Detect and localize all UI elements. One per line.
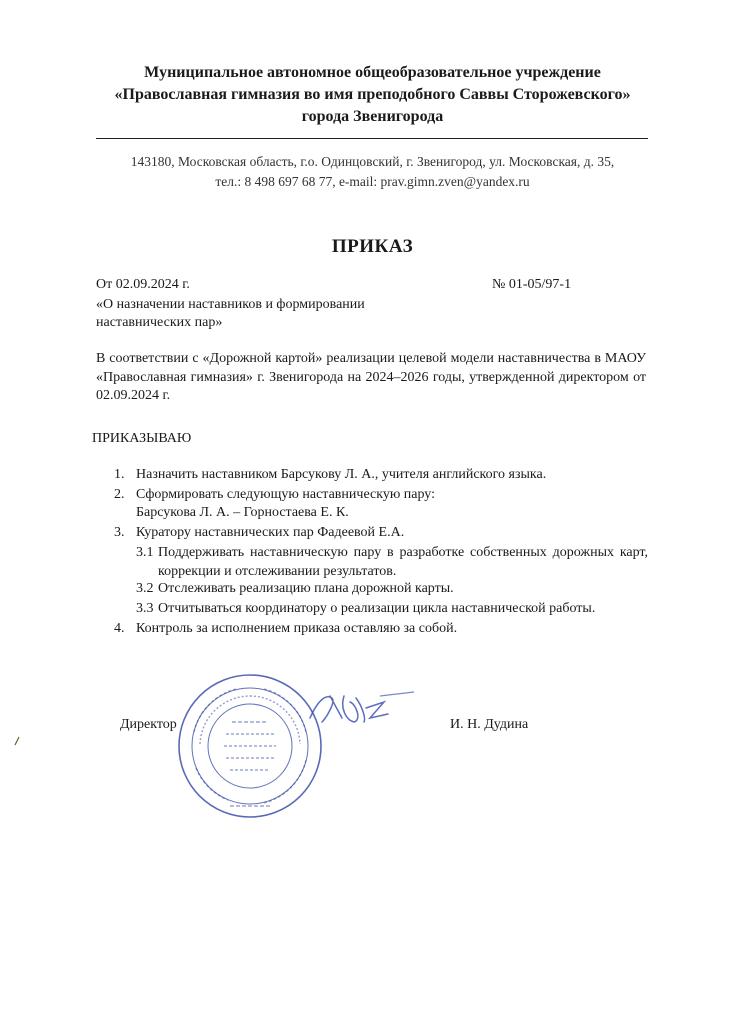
director-signature xyxy=(296,688,416,732)
subitem-number: 3.2 xyxy=(136,581,154,596)
item-number: 4. xyxy=(114,621,125,636)
subitem-number: 3.3 xyxy=(136,601,154,616)
subitem-text: Поддерживать наставническую пару в разработке собственных дорожных карт, коррекции и отслеживании результатов. xyxy=(158,545,648,579)
order-number: № 01-05/97-1 xyxy=(492,277,572,292)
order-subject-line-1: «О назначении наставников и формировании xyxy=(96,297,365,312)
item-text: Назначить наставником Барсукову Л. А., учителя английского языка. xyxy=(136,467,547,482)
org-name-line-2: «Православная гимназия во имя преподобного Саввы Сторожевского» xyxy=(114,86,631,103)
item-text: Барсукова Л. А. – Горностаева Е. К. xyxy=(136,505,349,520)
order-date: От 02.09.2024 г. xyxy=(96,277,190,292)
order-subject-line-2: наставнических пар» xyxy=(96,315,223,330)
item-number: 3. xyxy=(114,525,125,540)
item-text: Сформировать следующую наставническую пару: xyxy=(136,487,436,502)
item-number: 2. xyxy=(114,487,125,502)
item-text: Куратору наставнических пар Фадеевой Е.А. xyxy=(136,525,405,540)
preamble-paragraph: В соответствии с «Дорожной картой» реализации целевой модели наставничества в МАОУ «Православная гимназия» г. Звенигорода на 2024–2026 годы, утвержденной директором от 02.09.2024 г. xyxy=(96,351,646,403)
margin-mark xyxy=(14,736,20,746)
org-name-line-1: Муниципальное автономное общеобразовательное учреждение xyxy=(144,64,601,81)
contact-line: тел.: 8 498 697 68 77, e-mail: prav.gimn.zven@yandex.ru xyxy=(215,174,530,189)
subitem-text: Отчитываться координатору о реализации цикла наставнической работы. xyxy=(158,601,596,616)
address-line-1: 143180, Московская область, г.о. Одинцовский, г. Звенигород, ул. Московская, д. 35, xyxy=(130,154,615,169)
signatory-position: Директор xyxy=(120,717,177,732)
order-word: ПРИКАЗЫВАЮ xyxy=(92,431,192,446)
org-name-line-3: города Звенигорода xyxy=(301,108,444,125)
signatory-name: И. Н. Дудина xyxy=(450,717,529,732)
item-number: 1. xyxy=(114,467,125,482)
document-title: ПРИКАЗ xyxy=(331,236,414,257)
item-text: Контроль за исполнением приказа оставляю за собой. xyxy=(136,621,458,636)
subitem-number: 3.1 xyxy=(136,545,154,560)
header-divider xyxy=(96,138,648,139)
subitem-text: Отслеживать реализацию плана дорожной карты. xyxy=(158,581,454,596)
